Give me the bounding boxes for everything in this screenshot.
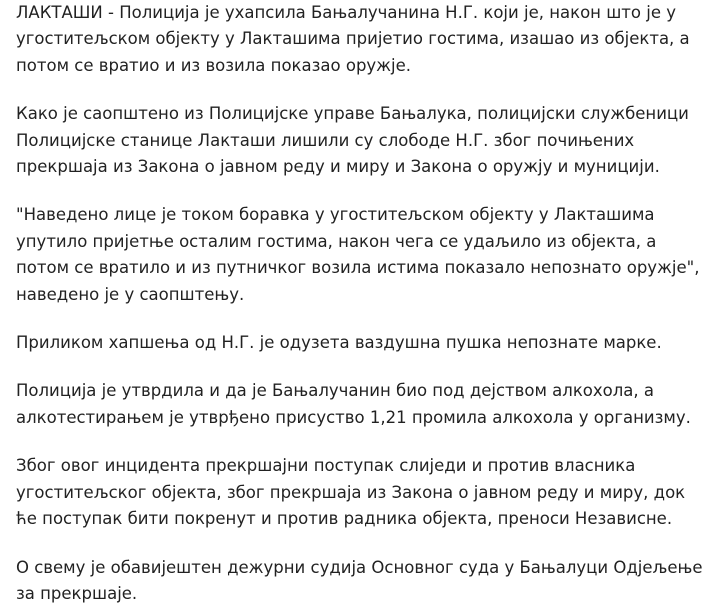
article-paragraph-3: "Наведено лице је током боравка у угоститељском објекту у Лакташима упутило пријетње осталим гостима, након чега се удаљило из објекта, а потом се вратило и из путничког возила истима показало непознато оружје", наведено је у саопштењу.	[16, 202, 706, 308]
article-paragraph-7: О свему је обавијештен дежурни судија Основног суда у Бањалуци Одјељење за прекршаје.	[16, 555, 706, 607]
article-paragraph-5: Полиција је утврдила и да је Бањалучанин био под дејством алкохола, а алкотестирањем је утврђено присуство 1,21 промила алкохола у организму.	[16, 378, 706, 431]
article-paragraph-2: Како је саопштено из Полицијске управе Бањалука, полицијски службеници Полицијске станице Лакташи лишили су слободе Н.Г. због почињених прекршаја из Закона о јавном реду и миру и Закона о оружју и муницији.	[16, 101, 706, 180]
article-paragraph-1: ЛАКТАШИ - Полиција је ухапсила Бањалучанина Н.Г. који је, након што је у угоститељском објекту у Лакташима пријетио гостима, изашао из објекта, а потом се вратио и из возила показао оружје.	[16, 0, 706, 79]
article-paragraph-4: Приликом хапшења од Н.Г. је одузета ваздушна пушка непознате марке.	[16, 330, 706, 356]
article-paragraph-6: Због овог инцидента прекршајни поступак слиједи и против власника угоститељског објекта, због прекршаја из Закона о јавном реду и миру, док ће поступак бити покренут и против радника објекта, преноси Независне.	[16, 453, 706, 532]
